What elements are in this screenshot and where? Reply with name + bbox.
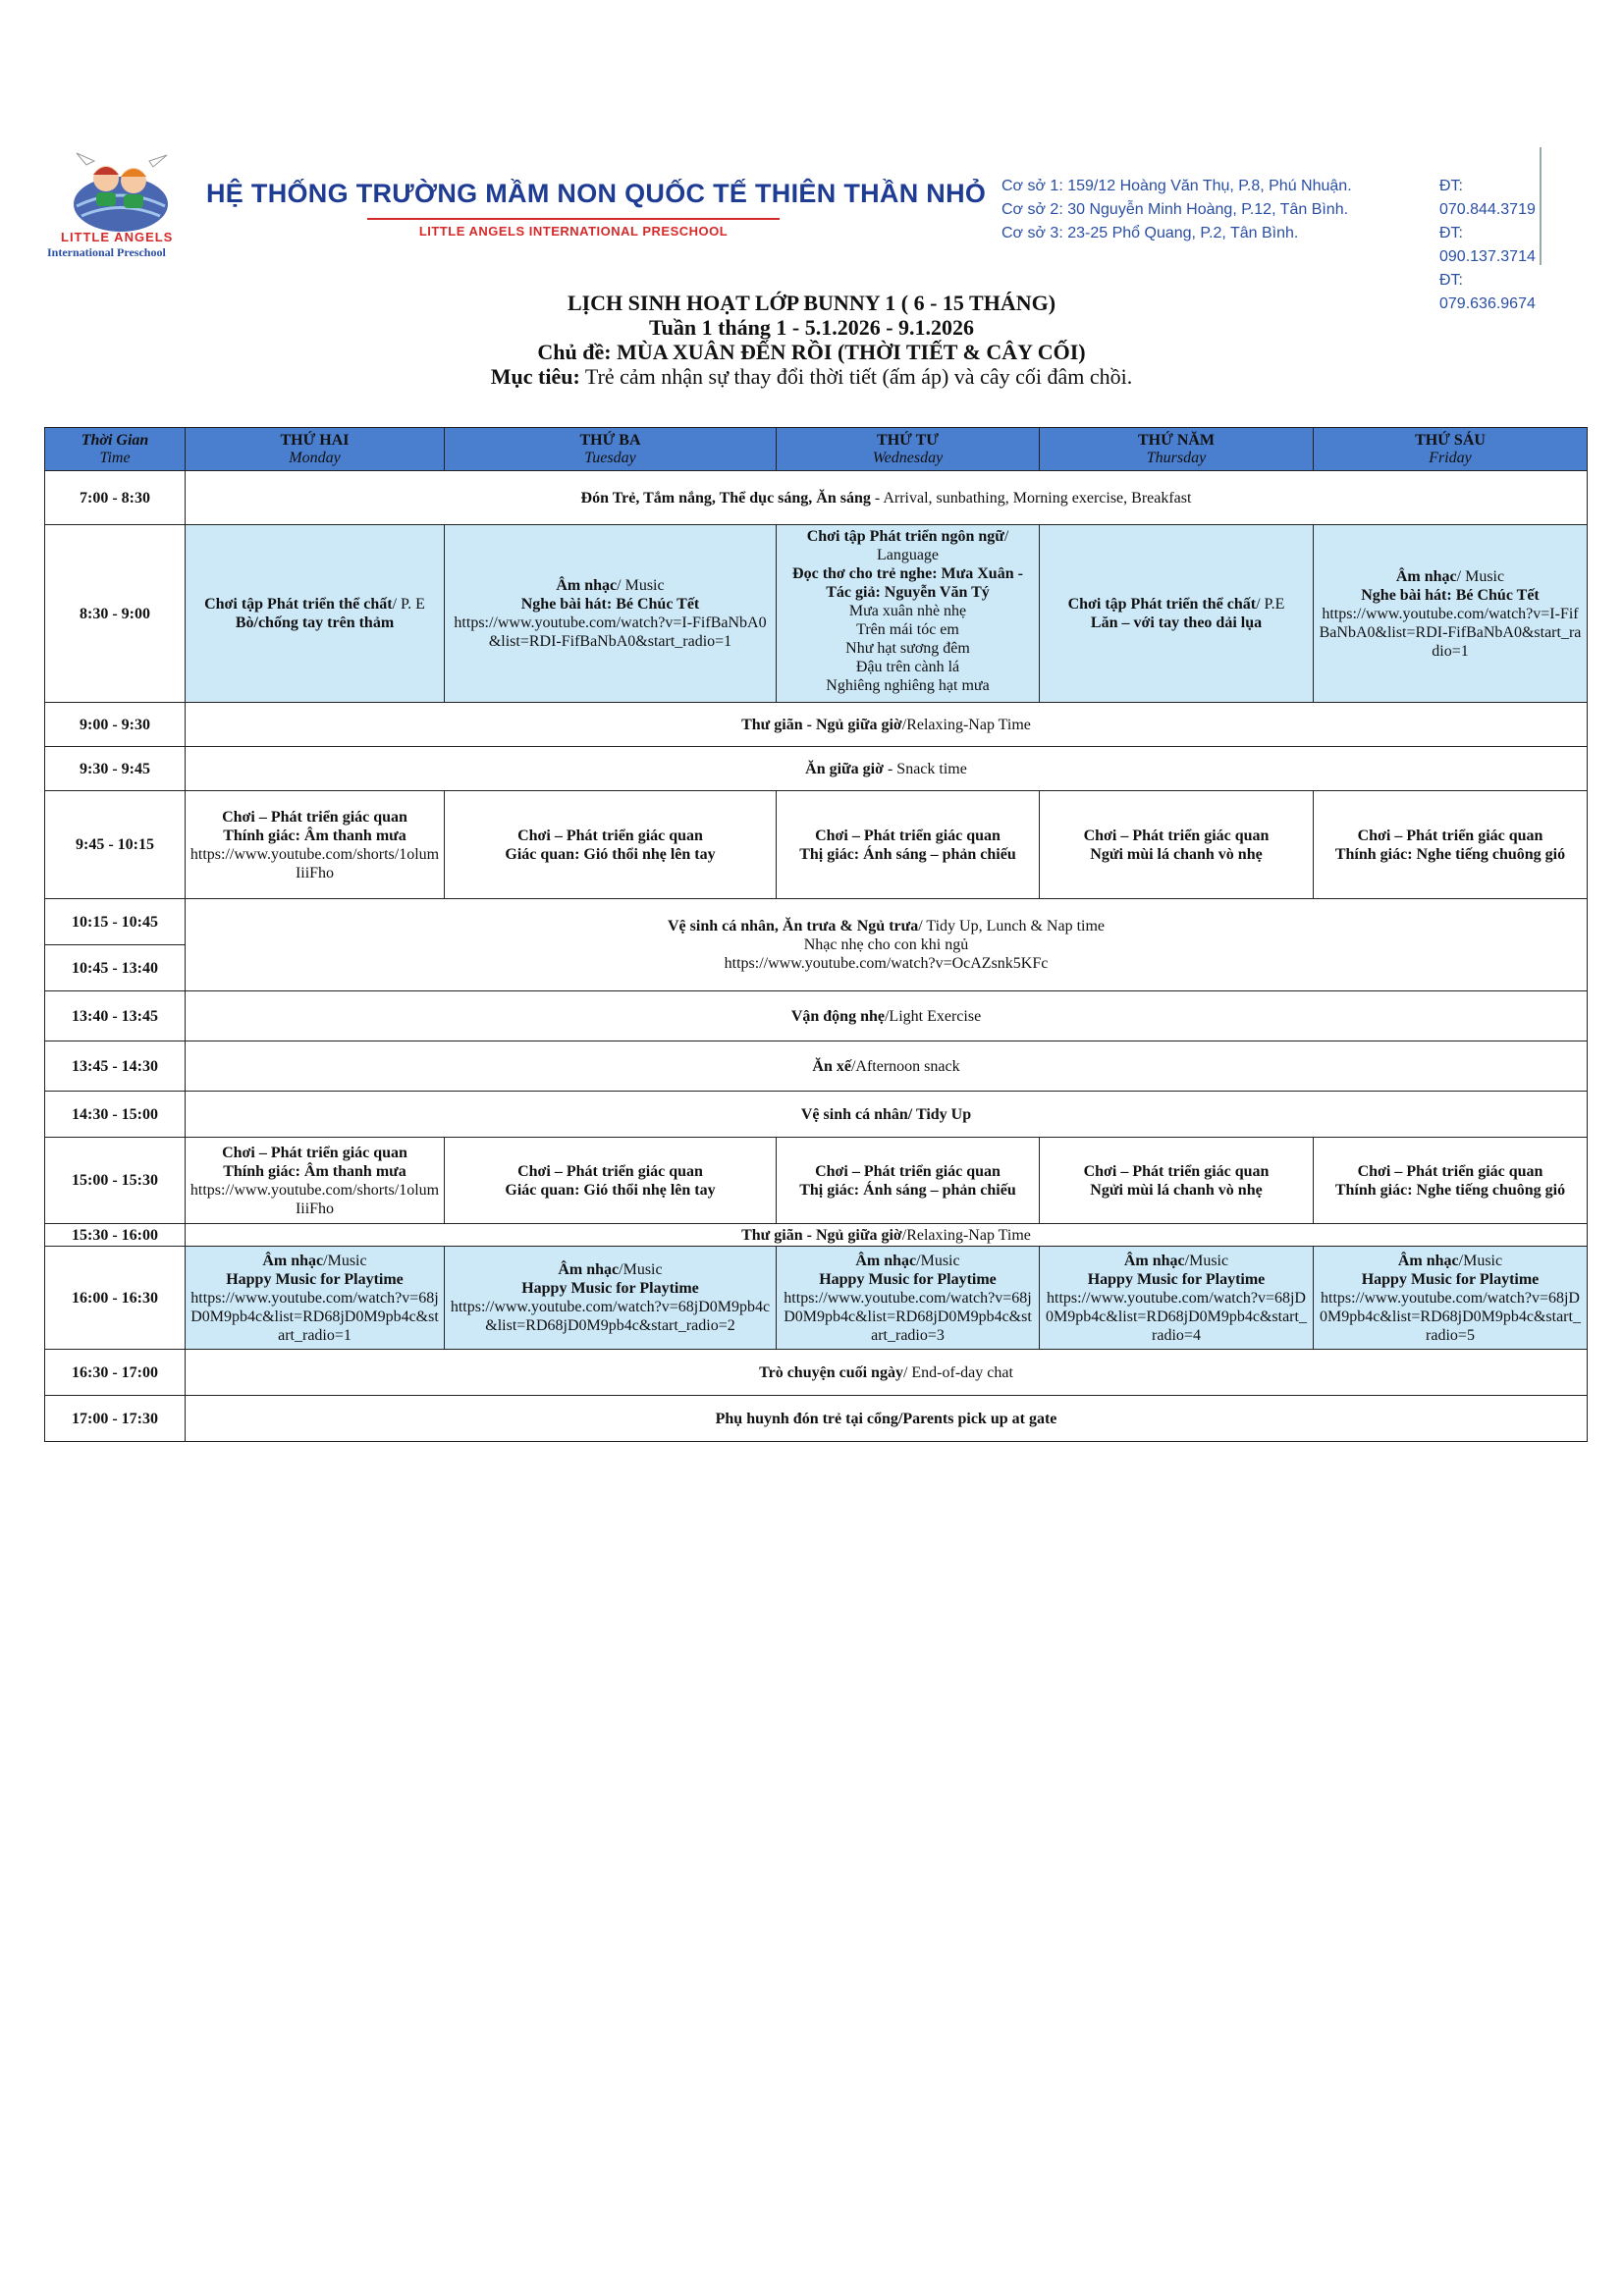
activity-cell-tuesday: Chơi – Phát triển giác quan Giác quan: Gió thổi nhẹ lên tay — [445, 791, 777, 899]
time-cell: 10:15 - 10:45 — [45, 899, 186, 945]
activity-cell-friday: Chơi – Phát triển giác quan Thính giác: Nghe tiếng chuông gió — [1314, 1138, 1588, 1224]
table-row — [45, 747, 1588, 791]
table-row — [45, 471, 1588, 525]
activity-cell-friday: Âm nhạc/ Music Nghe bài hát: Bé Chúc Tết https://www.youtube.com/watch?v=I-FifBaNbA0&list=RDI-FifBaNbA0&start_radio=1 — [1314, 525, 1588, 703]
theme-title: Chủ đề: MÙA XUÂN ĐẾN RỒI (THỜI TIẾT & CÂY CỐI) — [537, 340, 1086, 364]
activity-cell-friday: Âm nhạc/Music Happy Music for Playtime https://www.youtube.com/watch?v=68jD0M9pb4c&list=RD68jD0M9pb4c&start_radio=5 — [1314, 1247, 1588, 1350]
table-row — [45, 1041, 1588, 1092]
activity-cell-monday: Chơi – Phát triển giác quan Thính giác: Âm thanh mưa https://www.youtube.com/shorts/1olumIiiFho — [186, 1138, 445, 1224]
time-cell: 9:30 - 9:45 — [45, 747, 186, 791]
activity-cell-thursday: Chơi – Phát triển giác quan Ngửi mùi lá chanh vò nhẹ — [1040, 1138, 1314, 1224]
activity-cell-wednesday: Chơi – Phát triển giác quan Thị giác: Ánh sáng – phản chiếu — [777, 1138, 1040, 1224]
activity-cell-thursday: Âm nhạc/Music Happy Music for Playtime https://www.youtube.com/watch?v=68jD0M9pb4c&list=RD68jD0M9pb4c&start_radio=4 — [1040, 1247, 1314, 1350]
activity-cell-wednesday: Chơi tập Phát triển ngôn ngữ/ Language Đọc thơ cho trẻ nghe: Mưa Xuân - Tác giả: Nguyễn Văn Tý Mưa xuân nhè nhẹ Trên mái tóc em Như hạt sương đêm Đậu trên cành lá Nghiêng nghiêng hạt mưa — [777, 525, 1040, 703]
week-range: Tuần 1 tháng 1 - 5.1.2026 - 9.1.2026 — [648, 315, 975, 340]
table-row — [45, 899, 1588, 945]
time-cell: 10:45 - 13:40 — [45, 945, 186, 991]
activity-cell: Vận động nhẹ/Light Exercise — [186, 991, 1588, 1041]
activity-cell: Phụ huynh đón trẻ tại cổng/Parents pick up at gate — [186, 1396, 1588, 1442]
goal-label: Mục tiêu: — [490, 364, 580, 389]
table-row — [45, 1350, 1588, 1396]
header-tuesday: THỨ BA Tuesday — [445, 428, 777, 471]
time-cell: 16:30 - 17:00 — [45, 1350, 186, 1396]
phone-3: ĐT: 079.636.9674 — [1439, 272, 1536, 312]
activity-cell-monday: Chơi – Phát triển giác quan Thính giác: Âm thanh mưa https://www.youtube.com/shorts/1olumIiiFho — [186, 791, 445, 899]
header-divider — [1540, 147, 1542, 265]
header-thursday: THỨ NĂM Thursday — [1040, 428, 1314, 471]
phone-1: ĐT: 070.844.3719 — [1439, 178, 1536, 218]
schedule-titles — [0, 291, 1623, 389]
activity-cell: Thư giãn - Ngủ giữa giờ/Relaxing-Nap Time — [186, 1224, 1588, 1247]
header-wednesday: THỨ TƯ Wednesday — [777, 428, 1040, 471]
table-row — [45, 1247, 1588, 1350]
activity-cell: Thư giãn - Ngủ giữa giờ/Relaxing-Nap Time — [186, 703, 1588, 747]
video-link: https://www.youtube.com/shorts/1olumIiiFho — [189, 1181, 440, 1217]
activity-cell: Trò chuyện cuối ngày/ End-of-day chat — [186, 1350, 1588, 1396]
table-row — [45, 1138, 1588, 1224]
time-cell: 7:00 - 8:30 — [45, 471, 186, 525]
school-name: HỆ THỐNG TRƯỜNG MẦM NON QUỐC TẾ THIÊN THẦN NHỎ — [206, 179, 987, 208]
time-cell: 9:00 - 9:30 — [45, 703, 186, 747]
table-row — [45, 1224, 1588, 1247]
time-cell: 13:40 - 13:45 — [45, 991, 186, 1041]
music-link: https://www.youtube.com/watch?v=68jD0M9pb4c&list=RD68jD0M9pb4c&start_radio=3 — [784, 1289, 1032, 1344]
activity-cell: Ăn xế/Afternoon snack — [186, 1041, 1588, 1092]
video-link: https://www.youtube.com/shorts/1olumIiiFho — [189, 845, 440, 881]
activity-cell: Ăn giữa giờ - Snack time — [186, 747, 1588, 791]
time-cell: 13:45 - 14:30 — [45, 1041, 186, 1092]
time-cell: 16:00 - 16:30 — [45, 1247, 186, 1350]
activity-cell-thursday: Chơi tập Phát triển thể chất/ P.E Lăn – với tay theo dải lụa — [1040, 525, 1314, 703]
activity-cell-wednesday: Chơi – Phát triển giác quan Thị giác: Ánh sáng – phản chiếu — [777, 791, 1040, 899]
time-cell: 15:30 - 16:00 — [45, 1224, 186, 1247]
time-cell: 8:30 - 9:00 — [45, 525, 186, 703]
table-row — [45, 1092, 1588, 1138]
school-subtitle: LITTLE ANGELS INTERNATIONAL PRESCHOOL — [367, 218, 780, 239]
music-link: https://www.youtube.com/watch?v=68jD0M9pb4c&list=RD68jD0M9pb4c&start_radio=4 — [1046, 1289, 1307, 1344]
logo-text-preschool: International Preschool — [47, 245, 166, 259]
lullaby-link: https://www.youtube.com/watch?v=OcAZsnk5KFc — [724, 955, 1049, 972]
activity-cell: Đón Trẻ, Tắm nắng, Thể dục sáng, Ăn sáng - Arrival, sunbathing, Morning exercise, Breakfast — [186, 471, 1588, 525]
table-row — [45, 525, 1588, 703]
activity-cell: Vệ sinh cá nhân, Ăn trưa & Ngủ trưa/ Tidy Up, Lunch & Nap time Nhạc nhẹ cho con khi ngủ https://www.youtube.com/watch?v=OcAZsnk5KFc — [186, 899, 1588, 991]
header-monday: THỨ HAI Monday — [186, 428, 445, 471]
activity-cell: Vệ sinh cá nhân/ Tidy Up — [186, 1092, 1588, 1138]
activity-cell-monday: Âm nhạc/Music Happy Music for Playtime https://www.youtube.com/watch?v=68jD0M9pb4c&list=RD68jD0M9pb4c&start_radio=1 — [186, 1247, 445, 1350]
table-row — [45, 703, 1588, 747]
activity-cell-wednesday: Âm nhạc/Music Happy Music for Playtime https://www.youtube.com/watch?v=68jD0M9pb4c&list=RD68jD0M9pb4c&start_radio=3 — [777, 1247, 1040, 1350]
header-friday: THỨ SÁU Friday — [1314, 428, 1588, 471]
activity-cell-tuesday: Âm nhạc/Music Happy Music for Playtime https://www.youtube.com/watch?v=68jD0M9pb4c&list=RD68jD0M9pb4c&start_radio=2 — [445, 1247, 777, 1350]
address-3: Cơ sở 3: 23-25 Phổ Quang, P.2, Tân Bình. — [1001, 225, 1299, 241]
table-header-row — [45, 428, 1588, 471]
address-1: Cơ sở 1: 159/12 Hoàng Văn Thụ, P.8, Phú Nhuận. — [1001, 178, 1352, 194]
goal-text: Trẻ cảm nhận sự thay đổi thời tiết (ấm áp) và cây cối đâm chồi. — [579, 364, 1133, 389]
logo-text-little-angels: LITTLE ANGELS — [61, 230, 174, 244]
school-logo — [47, 145, 194, 261]
address-2: Cơ sở 2: 30 Nguyễn Minh Hoàng, P.12, Tân Bình. — [1001, 201, 1349, 218]
activity-cell-tuesday: Chơi – Phát triển giác quan Giác quan: Gió thổi nhẹ lên tay — [445, 1138, 777, 1224]
music-link: https://www.youtube.com/watch?v=I-FifBaNbA0&list=RDI-FifBaNbA0&start_radio=1 — [454, 614, 767, 650]
activity-cell-tuesday: Âm nhạc/ Music Nghe bài hát: Bé Chúc Tết https://www.youtube.com/watch?v=I-FifBaNbA0&list=RDI-FifBaNbA0&start_radio=1 — [445, 525, 777, 703]
time-cell: 15:00 - 15:30 — [45, 1138, 186, 1224]
music-link: https://www.youtube.com/watch?v=68jD0M9pb4c&list=RD68jD0M9pb4c&start_radio=5 — [1320, 1289, 1581, 1344]
schedule-table — [44, 427, 1588, 1442]
header-time: Thời Gian Time — [45, 428, 186, 471]
music-link: https://www.youtube.com/watch?v=68jD0M9pb4c&list=RD68jD0M9pb4c&start_radio=2 — [450, 1299, 771, 1334]
goal-line — [0, 364, 1623, 389]
activity-cell-monday: Chơi tập Phát triển thể chất/ P. E Bò/chống tay trên thảm — [186, 525, 445, 703]
activity-cell-thursday: Chơi – Phát triển giác quan Ngửi mùi lá chanh vò nhẹ — [1040, 791, 1314, 899]
schedule-title: LỊCH SINH HOẠT LỚP BUNNY 1 ( 6 - 15 THÁNG) — [567, 291, 1056, 315]
table-row — [45, 1396, 1588, 1442]
activity-cell-friday: Chơi – Phát triển giác quan Thính giác: Nghe tiếng chuông gió — [1314, 791, 1588, 899]
campus-addresses — [1001, 175, 1352, 245]
table-row — [45, 791, 1588, 899]
time-cell: 9:45 - 10:15 — [45, 791, 186, 899]
time-cell: 17:00 - 17:30 — [45, 1396, 186, 1442]
music-link: https://www.youtube.com/watch?v=68jD0M9pb4c&list=RD68jD0M9pb4c&start_radio=1 — [190, 1289, 439, 1344]
table-row — [45, 991, 1588, 1041]
time-cell: 14:30 - 15:00 — [45, 1092, 186, 1138]
music-link: https://www.youtube.com/watch?v=I-FifBaNbA0&list=RDI-FifBaNbA0&start_radio=1 — [1319, 605, 1582, 660]
phone-2: ĐT: 090.137.3714 — [1439, 225, 1536, 265]
